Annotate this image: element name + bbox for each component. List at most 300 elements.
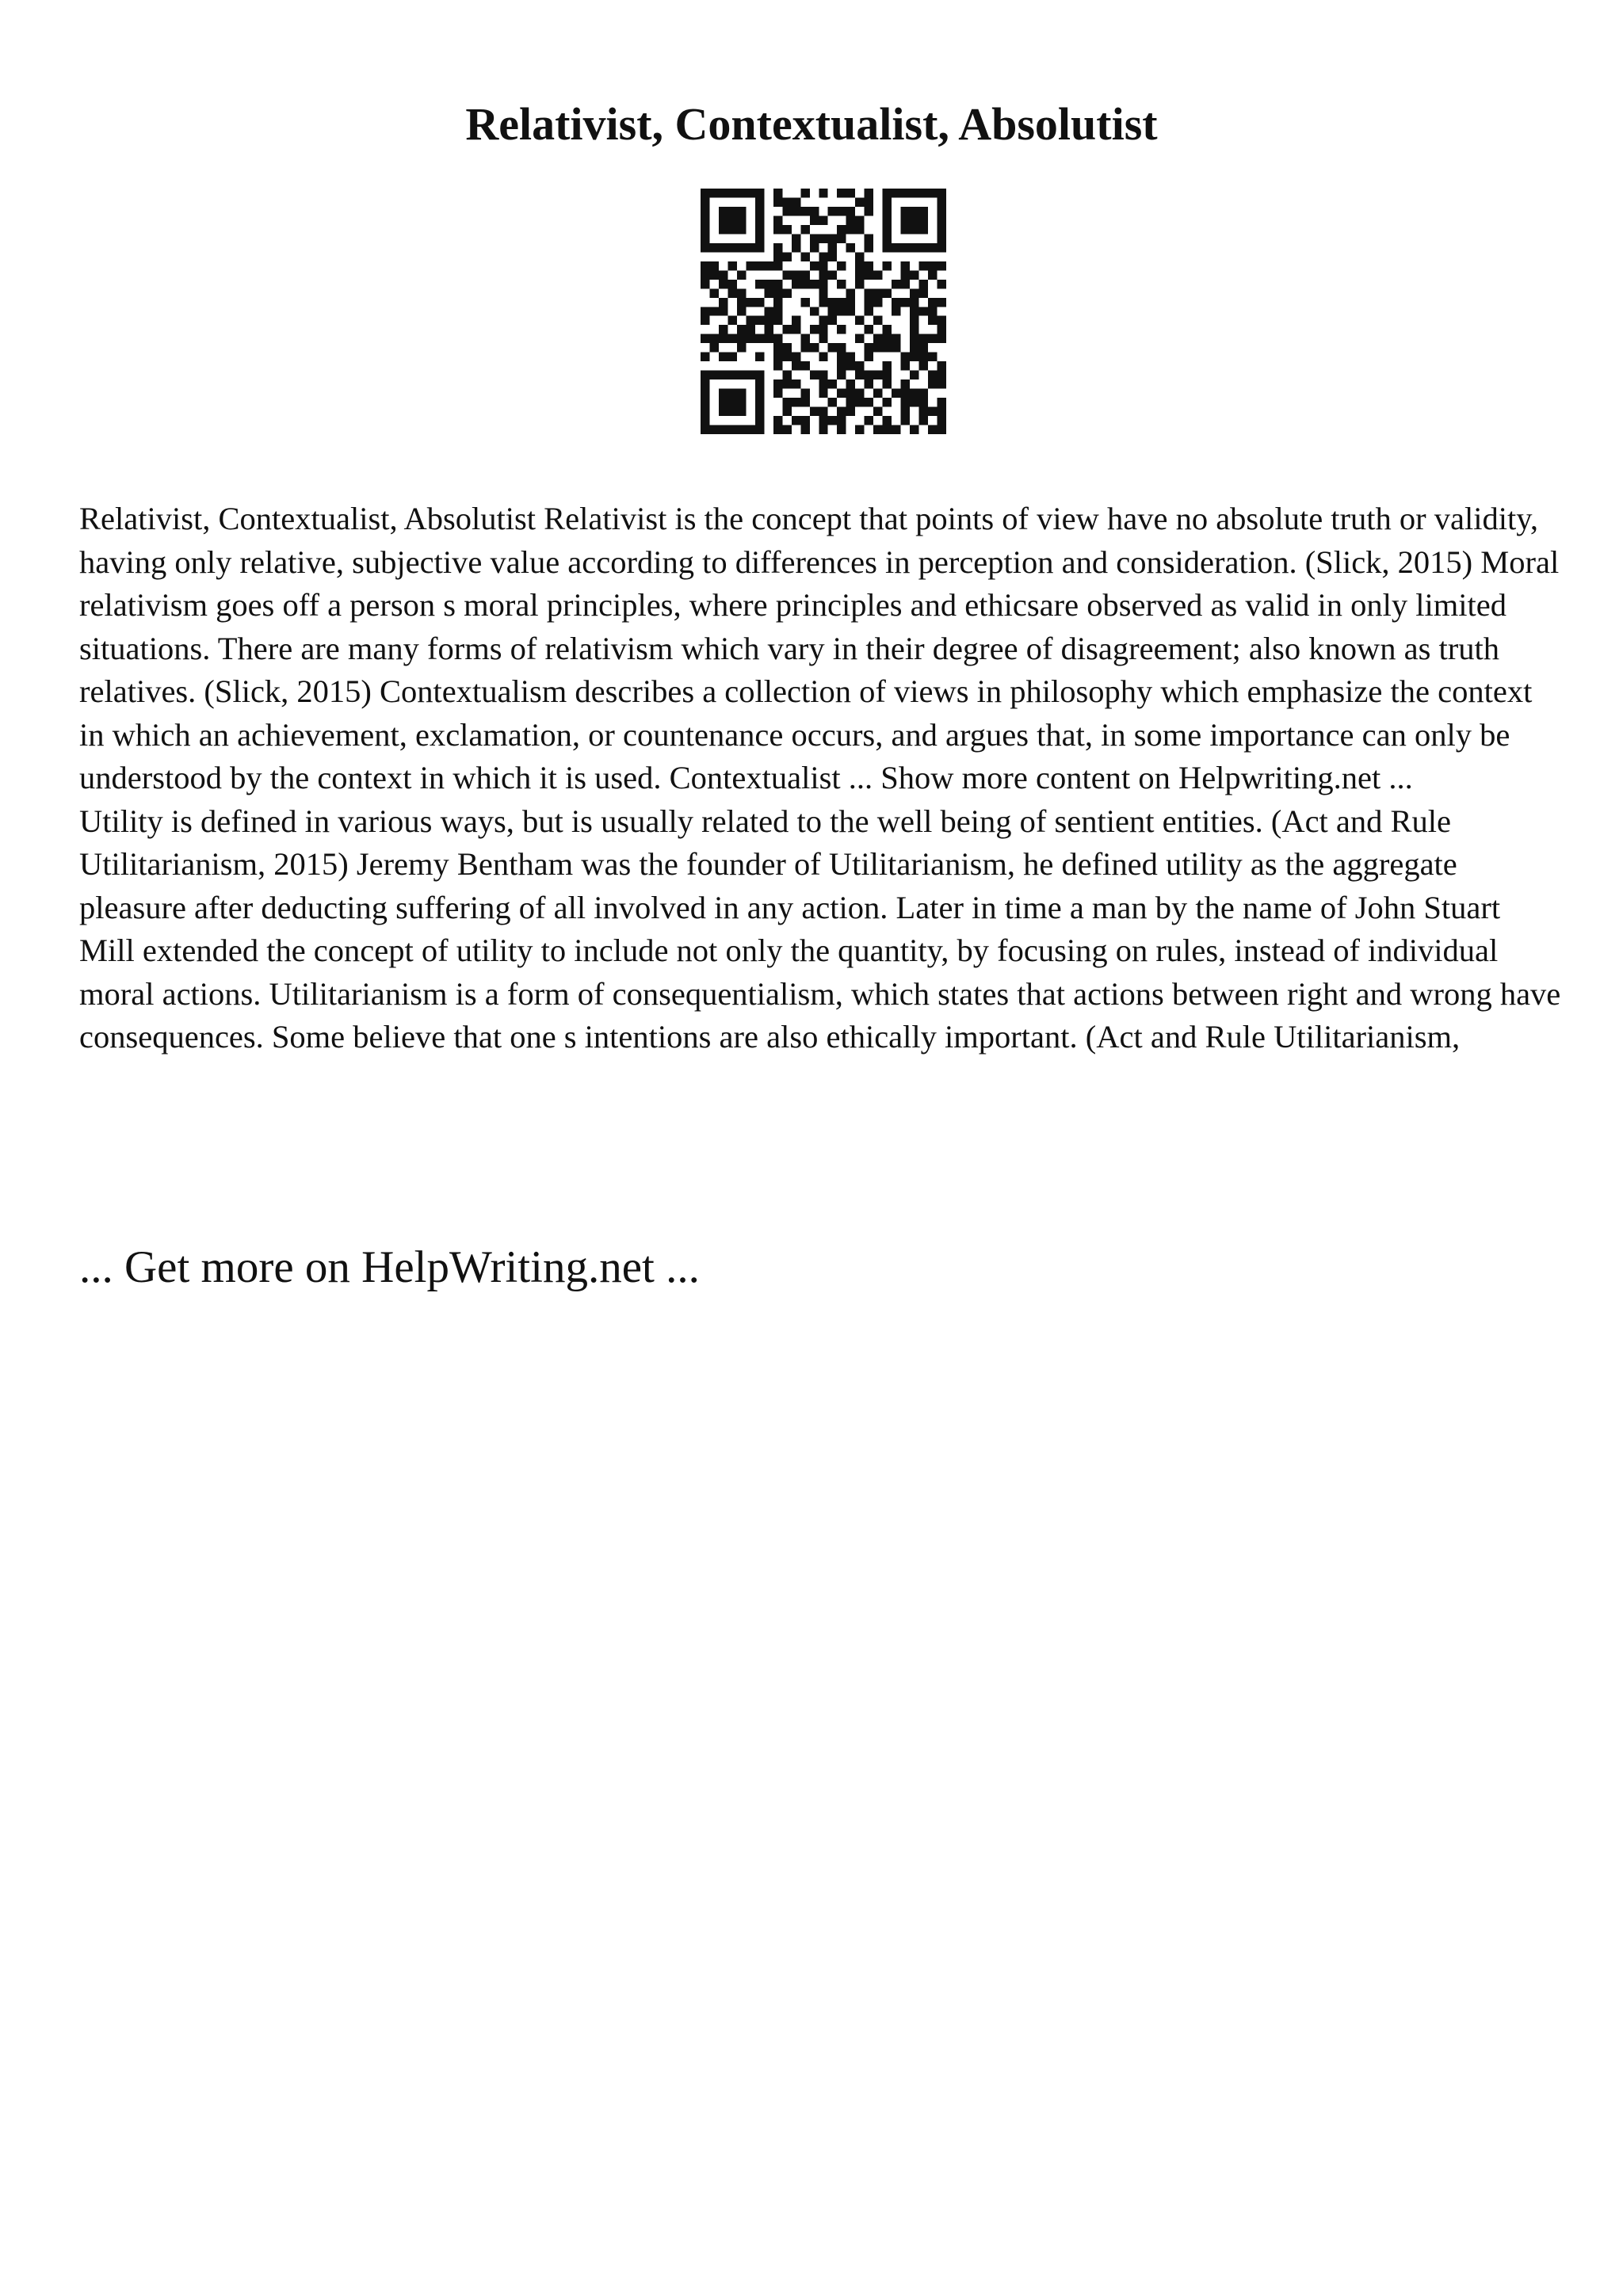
qr-module [701, 316, 709, 325]
qr-module [938, 407, 946, 416]
qr-module [800, 298, 809, 307]
qr-module [846, 243, 855, 252]
qr-module [846, 215, 855, 224]
qr-module [837, 298, 846, 307]
qr-module [792, 234, 800, 242]
qr-module [810, 261, 819, 270]
qr-module [810, 234, 819, 242]
qr-module [855, 225, 864, 234]
qr-module [846, 189, 855, 197]
qr-module [901, 407, 910, 416]
qr-module [737, 215, 746, 224]
qr-module [792, 207, 800, 215]
qr-module [800, 252, 809, 261]
qr-module [901, 361, 910, 370]
qr-module [755, 243, 764, 252]
paragraph-relativism: Relativist, Contextualist, Absolutist Relativist is the concept that points of view have no absolute truth or validity, having only relative, subjective value according to differences in perception and consideration. (Slick, 2015) Moral relativism goes off a person s moral principles, where principles and ethicsare observed as valid in only limited situations. There are many forms of relativism which vary in their degree of disagreement; also known as truth relatives. (Slick, 2015) Contextualism describes a collection of views in philosophy which emphasize the context in which an achievement, exclamation, or countenance occurs, and argues that, in some importance can only be understood by the context in which it is used. Contextualist ... Show more content on Helpwriting.net ... [79, 501, 1560, 795]
qr-module [782, 288, 791, 297]
qr-module [919, 189, 928, 197]
qr-module [883, 325, 892, 334]
qr-module [938, 416, 946, 425]
qr-module [828, 270, 837, 279]
qr-module [828, 316, 837, 325]
qr-module [755, 189, 764, 197]
qr-module [792, 398, 800, 406]
qr-module [865, 398, 873, 406]
qr-module [773, 197, 782, 206]
qr-module [819, 416, 827, 425]
qr-module [819, 252, 827, 261]
qr-module [773, 280, 782, 288]
qr-module [792, 316, 800, 325]
qr-module [883, 425, 892, 434]
qr-module [828, 307, 837, 315]
qr-module [928, 425, 937, 434]
qr-module [701, 280, 709, 288]
qr-module [755, 425, 764, 434]
qr-module [810, 207, 819, 215]
qr-module [727, 288, 736, 297]
qr-module [727, 280, 736, 288]
qr-module [719, 207, 727, 215]
qr-module [855, 371, 864, 379]
qr-module [737, 425, 746, 434]
qr-module [901, 298, 910, 307]
qr-module [919, 416, 928, 425]
qr-module [764, 307, 773, 315]
qr-module [883, 197, 892, 206]
qr-module [865, 270, 873, 279]
qr-module [755, 316, 764, 325]
qr-module [737, 334, 746, 343]
qr-module [846, 389, 855, 398]
qr-code-icon[interactable] [701, 189, 946, 434]
qr-module [846, 298, 855, 307]
qr-module [892, 280, 900, 288]
qr-module [737, 371, 746, 379]
qr-module [727, 207, 736, 215]
qr-module [938, 325, 946, 334]
qr-module [792, 243, 800, 252]
qr-module [837, 261, 846, 270]
qr-module [792, 416, 800, 425]
qr-module [892, 343, 900, 352]
qr-module [883, 416, 892, 425]
qr-module [727, 334, 736, 343]
qr-module [701, 353, 709, 361]
qr-module [719, 325, 727, 334]
qr-module [883, 234, 892, 242]
qr-module [819, 270, 827, 279]
qr-module [883, 215, 892, 224]
qr-module [919, 361, 928, 370]
qr-module [938, 398, 946, 406]
qr-module [773, 416, 782, 425]
qr-module [865, 288, 873, 297]
qr-module [800, 343, 809, 352]
qr-module [865, 298, 873, 307]
qr-module [701, 425, 709, 434]
qr-module [938, 298, 946, 307]
qr-module [938, 243, 946, 252]
qr-module [701, 398, 709, 406]
qr-module [773, 353, 782, 361]
qr-module [719, 307, 727, 315]
qr-module [773, 316, 782, 325]
qr-module [737, 298, 746, 307]
qr-module [782, 225, 791, 234]
qr-module [855, 425, 864, 434]
qr-module [746, 325, 754, 334]
qr-module [719, 225, 727, 234]
qr-module [819, 234, 827, 242]
qr-module [828, 298, 837, 307]
qr-module [892, 243, 900, 252]
qr-module [709, 334, 718, 343]
qr-module [819, 389, 827, 398]
qr-module [819, 407, 827, 416]
qr-module [910, 207, 918, 215]
qr-module [737, 189, 746, 197]
qr-module [810, 215, 819, 224]
qr-module [792, 197, 800, 206]
qr-module [883, 398, 892, 406]
qr-module [873, 334, 882, 343]
qr-module [709, 343, 718, 352]
qr-module [938, 371, 946, 379]
qr-module [938, 197, 946, 206]
qr-module [928, 353, 937, 361]
qr-module [873, 316, 882, 325]
qr-module [782, 379, 791, 388]
article-body [79, 498, 1561, 1059]
qr-module [919, 215, 928, 224]
qr-module [865, 207, 873, 215]
qr-module [727, 353, 736, 361]
qr-module [701, 389, 709, 398]
qr-module [910, 225, 918, 234]
qr-module [883, 334, 892, 343]
qr-module [873, 371, 882, 379]
qr-module [837, 343, 846, 352]
qr-module [792, 379, 800, 388]
qr-module [855, 197, 864, 206]
qr-module [837, 416, 846, 425]
qr-module [901, 261, 910, 270]
qr-module [910, 189, 918, 197]
qr-module [928, 189, 937, 197]
qr-module [938, 189, 946, 197]
qr-module [709, 307, 718, 315]
qr-module [855, 361, 864, 370]
qr-module [837, 407, 846, 416]
qr-module [773, 252, 782, 261]
qr-module [865, 307, 873, 315]
qr-module [755, 389, 764, 398]
qr-module [764, 261, 773, 270]
qr-module [819, 325, 827, 334]
qr-module [865, 371, 873, 379]
qr-module [873, 270, 882, 279]
qr-module [928, 379, 937, 388]
qr-module [892, 189, 900, 197]
qr-module [746, 334, 754, 343]
qr-module [919, 225, 928, 234]
qr-module [828, 252, 837, 261]
qr-module [701, 197, 709, 206]
qr-module [773, 261, 782, 270]
qr-module [782, 207, 791, 215]
qr-module [782, 425, 791, 434]
qr-module [701, 407, 709, 416]
qr-module [727, 215, 736, 224]
qr-module [865, 189, 873, 197]
qr-module [800, 416, 809, 425]
qr-module [919, 280, 928, 288]
qr-module [837, 425, 846, 434]
qr-module [773, 334, 782, 343]
qr-module [782, 407, 791, 416]
qr-module [938, 379, 946, 388]
qr-module [837, 189, 846, 197]
qr-module [800, 207, 809, 215]
qr-module [928, 298, 937, 307]
qr-module [792, 325, 800, 334]
qr-module [701, 334, 709, 343]
qr-module [938, 234, 946, 242]
qr-module [919, 389, 928, 398]
qr-module [901, 215, 910, 224]
qr-module [855, 215, 864, 224]
qr-module [727, 389, 736, 398]
qr-module [865, 353, 873, 361]
qr-module [737, 343, 746, 352]
qr-module [719, 407, 727, 416]
get-more-link[interactable]: ... Get more on HelpWriting.net ... [79, 1242, 700, 1292]
qr-module [901, 207, 910, 215]
qr-module [837, 280, 846, 288]
qr-module [846, 353, 855, 361]
qr-module [737, 389, 746, 398]
qr-module [701, 416, 709, 425]
qr-module [746, 425, 754, 434]
qr-module [873, 425, 882, 434]
qr-module [873, 298, 882, 307]
qr-module [837, 389, 846, 398]
qr-module [782, 398, 791, 406]
qr-module [919, 407, 928, 416]
qr-module [910, 298, 918, 307]
qr-module [837, 307, 846, 315]
qr-module [910, 316, 918, 325]
qr-module [709, 261, 718, 270]
qr-module [883, 288, 892, 297]
qr-module [773, 307, 782, 315]
qr-module [719, 280, 727, 288]
qr-module [746, 316, 754, 325]
qr-module [800, 361, 809, 370]
qr-module [828, 243, 837, 252]
qr-module [819, 379, 827, 388]
qr-module [938, 225, 946, 234]
qr-module [910, 389, 918, 398]
paragraph-utility: Utility is defined in various ways, but is usually related to the well being of sentient entities. (Act and Rule Utilitarianism, 2015) Jeremy Bentham was the founder of Utilitarianism, he defined utility as the aggregate pleasure after deducting suffering of all involved in any action. Later in time a man by the name of John Stuart Mill extended the concept of utility to include not only the quantity, by focusing on rules, instead of individual moral actions. Utilitarianism is a form of consequentialism, which states that actions between right and wrong have consequences. Some believe that one s intentions are also ethically important. (Act and Rule Utilitarianism, [79, 803, 1561, 1055]
qr-module [919, 288, 928, 297]
qr-module [719, 334, 727, 343]
qr-module [846, 407, 855, 416]
qr-module [855, 316, 864, 325]
qr-module [800, 270, 809, 279]
qr-module [701, 234, 709, 242]
qr-module [901, 280, 910, 288]
qr-module [719, 189, 727, 197]
qr-module [810, 307, 819, 315]
qr-module [865, 379, 873, 388]
qr-module [837, 207, 846, 215]
qr-module [828, 343, 837, 352]
qr-module [919, 207, 928, 215]
qr-module [737, 307, 746, 315]
qr-module [727, 425, 736, 434]
qr-module [828, 416, 837, 425]
qr-module [810, 371, 819, 379]
qr-module [755, 407, 764, 416]
qr-module [892, 307, 900, 315]
qr-module [883, 225, 892, 234]
qr-module [819, 425, 827, 434]
qr-code-graphic [701, 189, 946, 434]
qr-module [855, 398, 864, 406]
qr-module [737, 325, 746, 334]
qr-module [737, 225, 746, 234]
qr-module [755, 261, 764, 270]
qr-module [755, 398, 764, 406]
qr-module [910, 343, 918, 352]
qr-module [901, 189, 910, 197]
qr-module [800, 425, 809, 434]
qr-module [737, 407, 746, 416]
qr-module [719, 215, 727, 224]
qr-module [719, 298, 727, 307]
qr-module [901, 225, 910, 234]
qr-module [755, 197, 764, 206]
qr-module [865, 325, 873, 334]
qr-module [727, 261, 736, 270]
qr-module [782, 325, 791, 334]
qr-module [837, 225, 846, 234]
qr-module [928, 407, 937, 416]
qr-module [709, 288, 718, 297]
qr-module [901, 379, 910, 388]
qr-module [764, 280, 773, 288]
qr-module [819, 334, 827, 343]
qr-module [746, 371, 754, 379]
qr-module [727, 225, 736, 234]
qr-module [727, 189, 736, 197]
qr-module [837, 361, 846, 370]
qr-module [910, 325, 918, 334]
qr-module [910, 398, 918, 406]
qr-module [773, 243, 782, 252]
qr-module [892, 298, 900, 307]
qr-module [919, 343, 928, 352]
qr-module [764, 316, 773, 325]
qr-module [773, 361, 782, 370]
qr-module [701, 379, 709, 388]
qr-module [719, 371, 727, 379]
qr-module [837, 353, 846, 361]
qr-module [883, 371, 892, 379]
qr-module [855, 334, 864, 343]
qr-module [800, 389, 809, 398]
qr-module [755, 371, 764, 379]
qr-module [910, 215, 918, 224]
qr-module [773, 425, 782, 434]
qr-module [701, 215, 709, 224]
qr-module [910, 371, 918, 379]
qr-module [901, 389, 910, 398]
qr-module [910, 334, 918, 343]
qr-module [709, 243, 718, 252]
qr-module [755, 353, 764, 361]
qr-module [701, 261, 709, 270]
qr-module [938, 425, 946, 434]
qr-module [819, 288, 827, 297]
qr-module [764, 325, 773, 334]
qr-module [901, 353, 910, 361]
qr-module [865, 261, 873, 270]
qr-module [755, 280, 764, 288]
qr-module [746, 298, 754, 307]
qr-module [873, 288, 882, 297]
qr-module [919, 307, 928, 315]
qr-module [800, 225, 809, 234]
qr-module [800, 189, 809, 197]
qr-module [938, 215, 946, 224]
qr-module [755, 416, 764, 425]
qr-module [737, 398, 746, 406]
qr-module [828, 398, 837, 406]
qr-module [883, 361, 892, 370]
qr-module [719, 398, 727, 406]
qr-module [764, 288, 773, 297]
qr-module [846, 379, 855, 388]
qr-module [883, 343, 892, 352]
qr-module [846, 361, 855, 370]
qr-module [837, 234, 846, 242]
qr-module [928, 371, 937, 379]
qr-module [901, 416, 910, 425]
qr-module [773, 189, 782, 197]
qr-module [865, 234, 873, 242]
qr-module [792, 353, 800, 361]
qr-module [865, 416, 873, 425]
document-title: Relativist, Contextualist, Absolutist [465, 98, 1158, 150]
qr-module [901, 243, 910, 252]
qr-module [810, 407, 819, 416]
qr-module [782, 353, 791, 361]
qr-module [919, 398, 928, 406]
qr-module [855, 270, 864, 279]
qr-module [792, 280, 800, 288]
qr-module [855, 280, 864, 288]
qr-module [938, 207, 946, 215]
qr-module [928, 316, 937, 325]
qr-module [883, 189, 892, 197]
qr-module [883, 379, 892, 388]
qr-module [800, 280, 809, 288]
qr-module [928, 243, 937, 252]
